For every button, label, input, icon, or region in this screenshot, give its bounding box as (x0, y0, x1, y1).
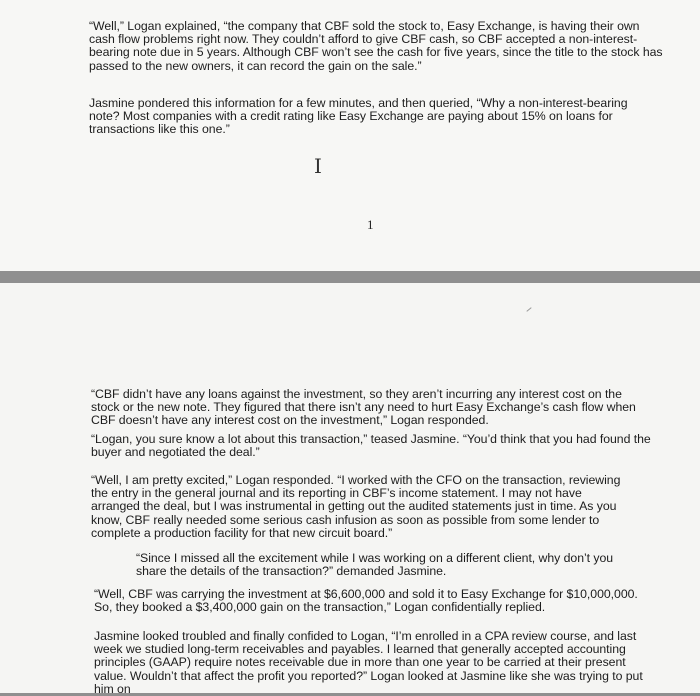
page-number: 1 (367, 217, 374, 232)
paragraph-no-loans: “CBF didn’t have any loans against the investment, so they aren’t incurring any interest cost on the stock or the new note. They figured that there isn’t any need to hurt Easy Exchange’s cash flow when CBF doesn’t have any interest cost on the investment,” Logan responded. (91, 387, 636, 428)
paragraph-carrying-investment: “Well, CBF was carrying the investment at $6,600,000 and sold it to Easy Exchange for $10,000,000. So, they booked a $3,400,000 gain on the transaction,” Logan confidentially replied. (94, 587, 638, 615)
text-cursor-icon: I (314, 154, 322, 178)
document-page-2 (0, 283, 700, 696)
paragraph-logan-explained: “Well,” Logan explained, “the company that CBF sold the stock to, Easy Exchange, is having their own cash flow problems right now. They couldn’t afford to give CBF cash, so CBF accepted a non-interest-bearing note due in 5 years. Although CBF won’t see the cash for five years, since the title to the stock has passed to the new owners, it can record the gain on the sale.” (89, 19, 663, 73)
paragraph-jasmine-queried: Jasmine pondered this information for a few minutes, and then queried, “Why a non-interest-bearing note? Most companies with a credit rating like Easy Exchange are paying about 15% on loans for transactions like this one.” (89, 96, 628, 137)
paragraph-logan-excited: “Well, I am pretty excited,” Logan responded. “I worked with the CFO on the transaction, reviewing the entry in the general journal and its reporting in CBF’s income statement. I may not have arranged the deal, but I was instrumental in getting out the audited statements just in time. As you know, CBF really needed some serious cash infusion as soon as possible from some lender to complete a production facility for that new circuit board.” (91, 473, 621, 540)
paragraph-teased-jasmine: “Logan, you sure know a lot about this transaction,” teased Jasmine. “You’d think that you had found the buyer and negotiated the deal.” (91, 432, 651, 460)
paragraph-jasmine-troubled: Jasmine looked troubled and finally confided to Logan, “I’m enrolled in a CPA review course, and last week we studied long-term receivables and payables. I learned that generally accepted accounting principles (GAAP) require notes receivable due in more than one year to be carried at their present value. Wouldn’t that affect the profit you reported?” Logan looked at Jasmine like she was trying to put him on (94, 629, 643, 696)
pen-mark (526, 307, 531, 312)
document-page-1 (0, 0, 700, 271)
paragraph-share-details: “Since I missed all the excitement while I was working on a different client, why don’t you share the details of the transaction?” demanded Jasmine. (136, 551, 614, 579)
